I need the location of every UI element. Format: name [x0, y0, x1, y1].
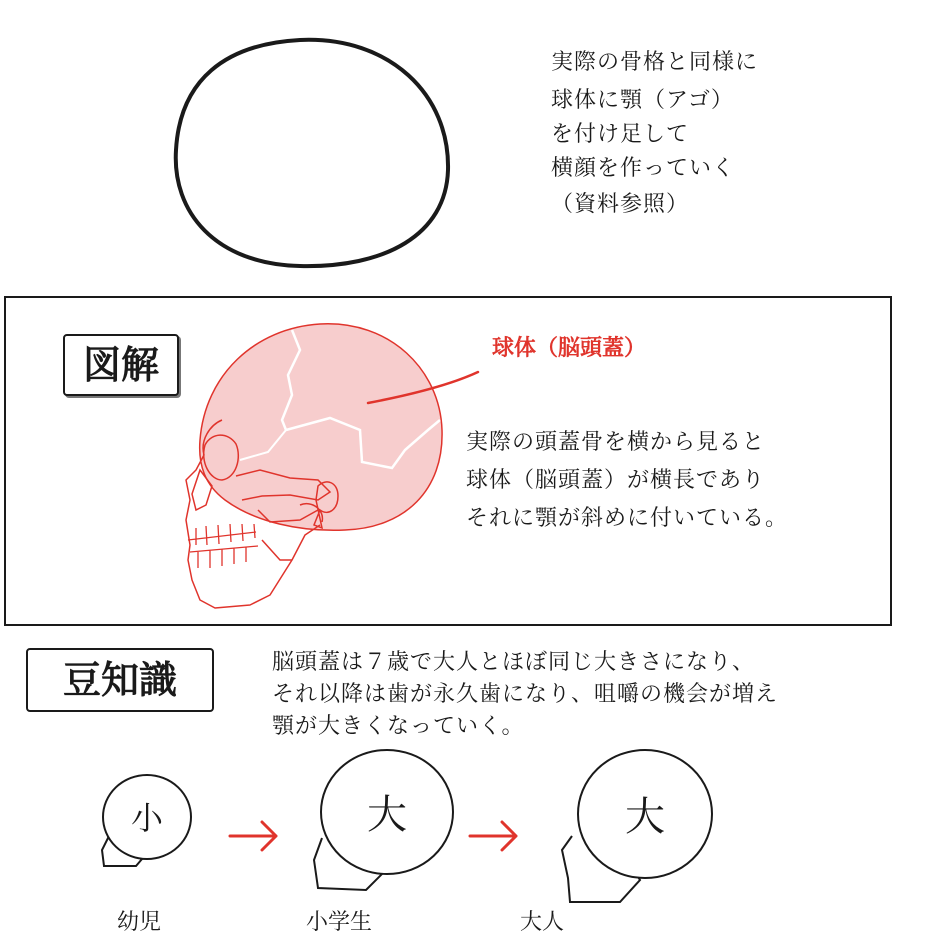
stage-label-child: 小学生 — [306, 910, 373, 935]
figure-description-line: それに顎が斜めに付いている。 — [466, 506, 789, 531]
sphere-label: 球体（脳頭蓋） — [492, 336, 647, 361]
trivia-line: 顎が大きくなっていく。 — [272, 714, 525, 739]
top-note-line: （資料参照） — [551, 192, 690, 217]
stage-label-adult: 大人 — [520, 910, 565, 935]
trivia-line: それ以降は歯が永久歯になり、咀嚼の機会が増え — [272, 682, 779, 707]
child-head-char: 大 — [367, 792, 407, 838]
top-note-line: 実際の骨格と同様に — [551, 50, 759, 75]
infant-head-char: 小 — [130, 799, 164, 837]
stage-adult-head — [562, 750, 712, 902]
trivia-title: 豆知識 — [26, 648, 214, 712]
top-note-line: を付け足して — [551, 122, 690, 147]
stage-child-head — [314, 750, 453, 890]
adult-head-char: 大 — [625, 794, 665, 840]
trivia-line: 脳頭蓋は７歳で大人とほぼ同じ大きさになり、 — [272, 650, 756, 675]
stage-label-infant: 幼児 — [117, 910, 162, 935]
arrow-icon — [230, 822, 276, 850]
top-note-line: 球体に顎（アゴ） — [551, 88, 734, 113]
top-note-line: 横顔を作っていく — [551, 156, 736, 181]
figure-title: 図解 — [63, 334, 179, 396]
figure-description-line: 実際の頭蓋骨を横から見ると — [466, 430, 766, 455]
arrow-icon — [470, 822, 516, 850]
stage-infant-head — [102, 775, 191, 866]
figure-description-line: 球体（脳頭蓋）が横長であり — [466, 468, 766, 493]
